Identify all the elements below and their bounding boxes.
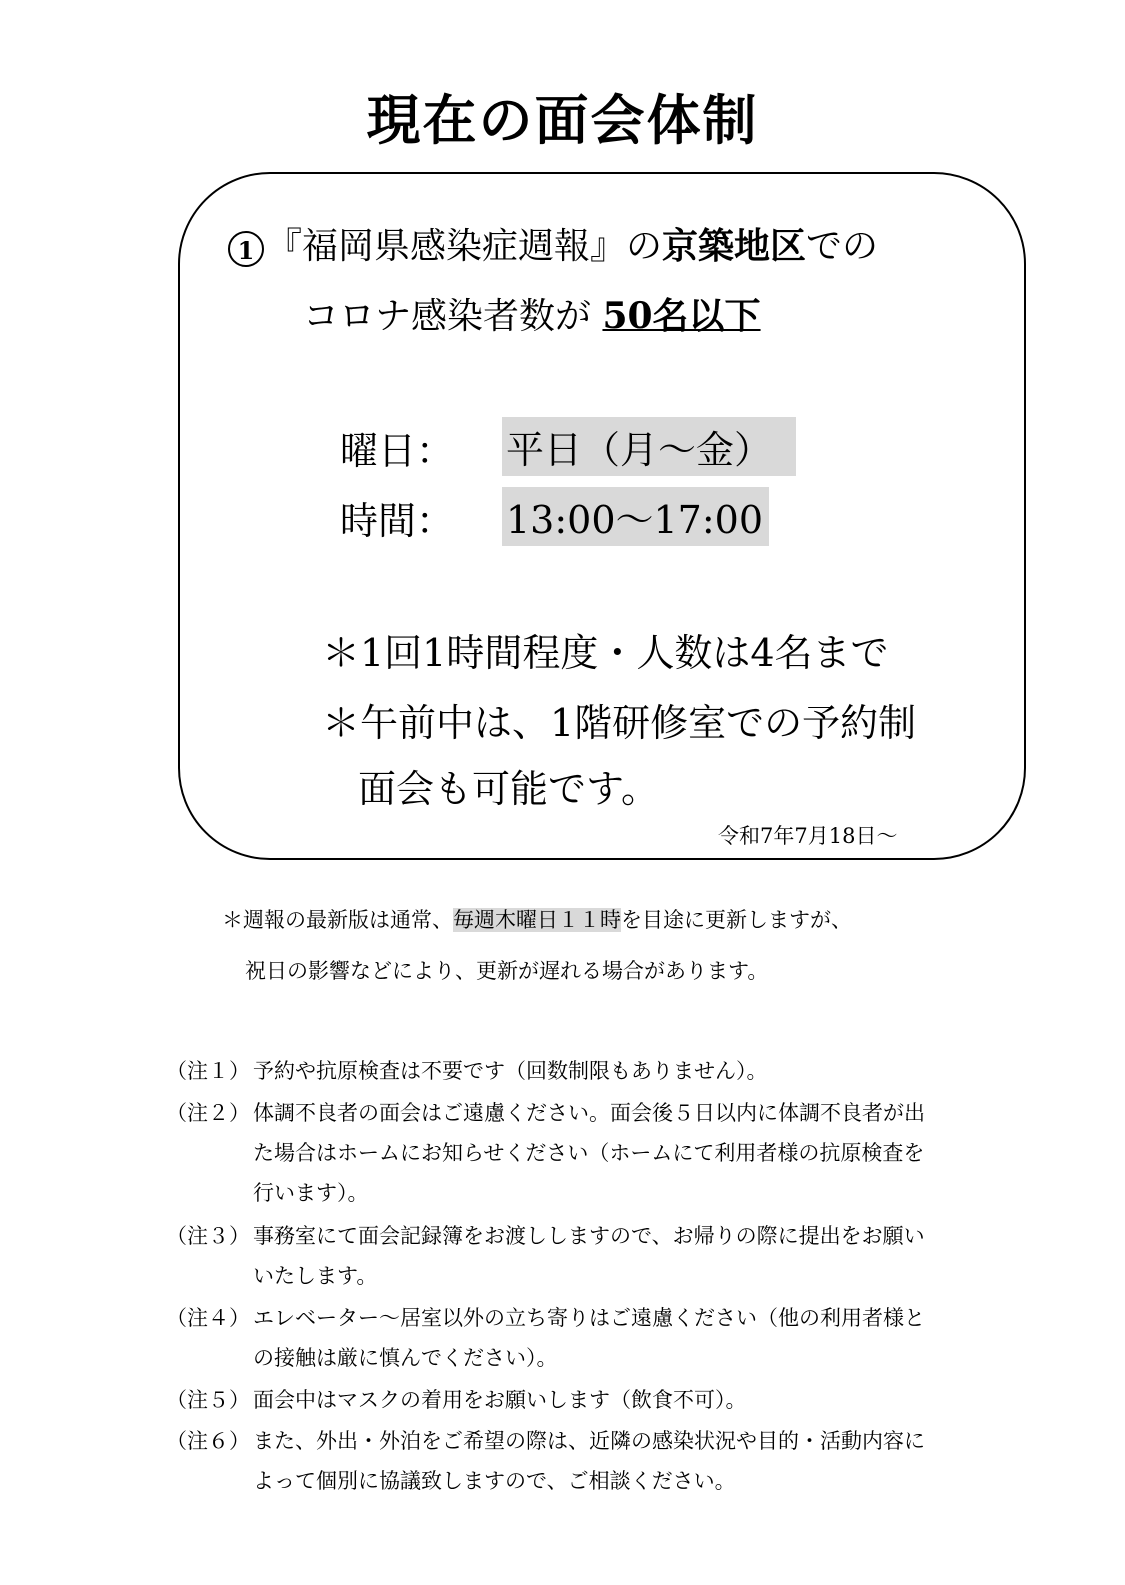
note-6-text-line-1: また、外出・外泊をご希望の際は、近隣の感染状況や目的・活動内容に bbox=[253, 1429, 925, 1453]
note-1-text: 予約や抗原検査は不要です（回数制限もありません）。 bbox=[253, 1059, 768, 1083]
day-value: 平日（月～金） bbox=[502, 417, 796, 476]
rule-morning-reservation-cont: 面会も可能です。 bbox=[358, 767, 659, 811]
note-2-text-line-3: 行います）。 bbox=[253, 1181, 369, 1205]
note-2-label: （注２） bbox=[166, 1101, 250, 1125]
weekly-note-line-1 bbox=[222, 904, 852, 934]
rule-morning-reservation: ＊午前中は、1階研修室での予約制 bbox=[322, 701, 917, 745]
rule-duration-limit: ＊1回1時間程度・人数は4名まで bbox=[322, 631, 889, 675]
condition-line-2 bbox=[303, 288, 761, 339]
note-1-label: （注１） bbox=[166, 1059, 250, 1083]
note-2-text-line-1: 体調不良者の面会はご遠慮ください。面会後５日以内に体調不良者が出 bbox=[253, 1101, 925, 1125]
day-label: 曜日： bbox=[340, 429, 455, 473]
note-4-label: （注４） bbox=[166, 1306, 250, 1330]
weekly-note-text-b: を目途に更新しますが、 bbox=[621, 908, 852, 932]
condition-count-text: コロナ感染者数が bbox=[303, 296, 603, 337]
note-6-text-line-2: よって個別に協議致しますので、ご相談ください。 bbox=[253, 1469, 736, 1493]
time-value: 13:00～17:00 bbox=[502, 487, 769, 546]
condition-text-b: での bbox=[806, 226, 879, 267]
condition-number-badge: 1 bbox=[228, 231, 264, 267]
note-4-text-line-2: の接触は厳に慎んでください）。 bbox=[253, 1346, 558, 1370]
note-4-text-line-1: エレベーター～居室以外の立ち寄りはご遠慮ください（他の利用者様と bbox=[253, 1306, 925, 1330]
weekly-note-highlight: 毎週木曜日１１時 bbox=[453, 908, 621, 932]
note-5-label: （注５） bbox=[166, 1388, 250, 1412]
note-3-text-line-1: 事務室にて面会記録簿をお渡ししますので、お帰りの際に提出をお願い bbox=[253, 1224, 925, 1248]
note-5-text: 面会中はマスクの着用をお願いします（飲食不可）。 bbox=[253, 1388, 747, 1412]
condition-threshold: 50名以下 bbox=[602, 295, 761, 337]
note-3-text-line-2: いたします。 bbox=[253, 1264, 378, 1288]
condition-district: 京築地区 bbox=[662, 225, 807, 267]
condition-line-1 bbox=[228, 218, 878, 269]
weekly-note-line-2: 祝日の影響などにより、更新が遅れる場合があります。 bbox=[245, 959, 769, 983]
note-3-label: （注３） bbox=[166, 1224, 250, 1248]
weekly-note-text-a: ＊週報の最新版は通常、 bbox=[222, 908, 453, 932]
effective-date: 令和7年7月18日～ bbox=[718, 824, 898, 848]
page-title: 現在の面会体制 bbox=[366, 88, 759, 152]
note-2-text-line-2: た場合はホームにお知らせください（ホームにて利用者様の抗原検査を bbox=[253, 1141, 925, 1165]
condition-text-a: 『福岡県感染症週報』の bbox=[266, 226, 663, 267]
note-6-label: （注６） bbox=[166, 1429, 250, 1453]
time-label: 時間： bbox=[340, 499, 455, 543]
